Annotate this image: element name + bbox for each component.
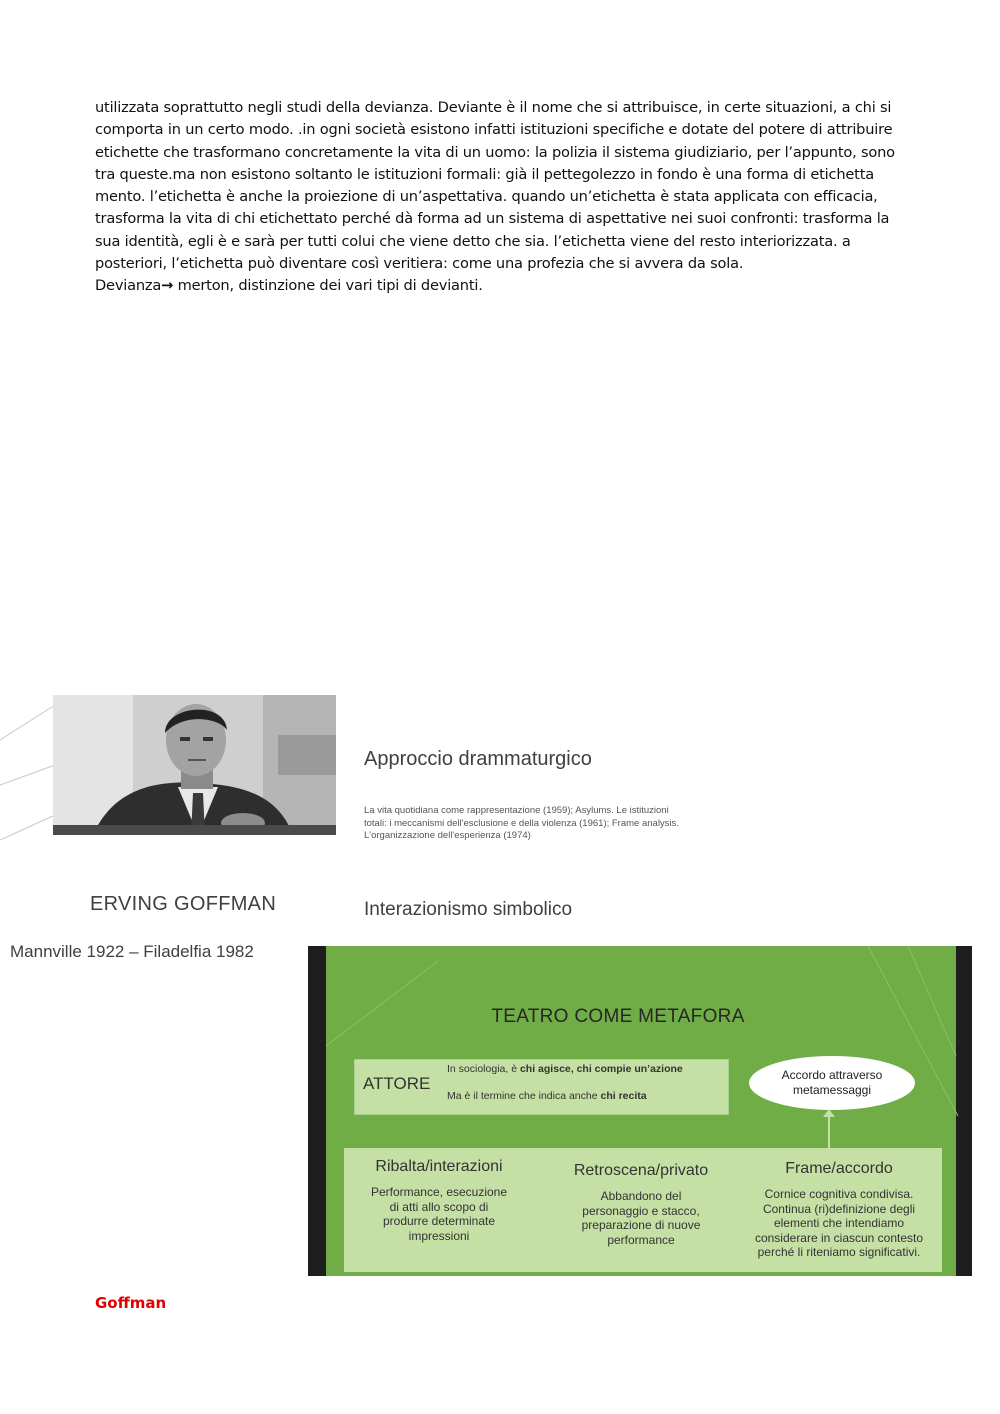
body-paragraph: utilizzata soprattutto negli studi della devianza. Deviante è il nome che si attribuisce, in certe situazioni, a chi si comporta in un certo modo. .in ogni società esistono infatti istituzioni specifiche e dotate del potere di attribuire etichette che trasformano concretamente la vita di un uomo: la polizia il sistema giudiziario, per l’appunto, sono tra queste.ma non esistono soltanto le istituzioni formali: già il pettegolezzo in fondo è una forma di etichetta mento. l’etichetta è anche la proiezione di un’aspettativa. quando un’etichetta è stata applicata con efficacia, trasforma la vita di chi etichettato perché dà forma ad un sistema di aspettative nei suoi confronti: trasforma la sua identità, egli è e sarà per tutti colui che viene detto che sia. l’etichetta viene del resto interiorizzata. a posteriori, l’etichetta può diventare così veritiera: come una profezia che si avvera da sola. <box>95 99 895 273</box>
slide-decoration-lines <box>0 690 60 850</box>
devianza-line <box>95 275 905 297</box>
section-title: Interazionismo simbolico <box>364 899 573 920</box>
column-retroscena <box>551 1162 731 1247</box>
column-description <box>551 1189 731 1247</box>
desc-line: performance <box>607 1232 675 1247</box>
connector-line <box>828 1112 830 1148</box>
attore-line1-text: In sociologia, è <box>447 1063 520 1075</box>
attore-box <box>354 1059 729 1115</box>
document-body <box>95 97 905 298</box>
column-title: Frame/accordo <box>785 1160 893 1177</box>
desc-line: produrre determinate <box>382 1214 496 1228</box>
desc-line: preparazione di nuove <box>581 1218 701 1232</box>
arrow-up-icon <box>823 1109 835 1117</box>
column-ribalta <box>349 1158 529 1243</box>
column-frame <box>739 1160 939 1260</box>
desc-line: di atti allo scopo di <box>389 1199 489 1214</box>
attore-recita-line <box>447 1090 647 1102</box>
teatro-diagram <box>308 946 972 1276</box>
slide-title: Approccio drammaturgico <box>364 748 592 770</box>
desc-line: elementi che intendiamo <box>773 1216 905 1230</box>
column-description <box>739 1187 939 1260</box>
concepts-box <box>344 1148 942 1272</box>
slide-works-list: La vita quotidiana come rappresentazione (1959); Asylums. Le istituzioni totali: i meccanismi dell'esclusione e della violenza (1961); Frame analysis. L'organizzazione dell'esperienza (1974) <box>364 805 679 841</box>
attore-line2-text: Ma è il termine che indica anche <box>447 1090 601 1102</box>
attore-line1-bold: chi agisce, chi compie un’azione <box>519 1063 683 1075</box>
person-dates: Mannville 1922 – Filadelfia 1982 <box>10 942 254 961</box>
desc-line: Cornice cognitiva condivisa. <box>764 1187 914 1201</box>
desc-line: personaggio e stacco, <box>582 1203 700 1218</box>
desc-line: Performance, esecuzione <box>370 1185 508 1199</box>
attore-label: ATTORE <box>363 1074 431 1093</box>
attore-line2-bold: chi recita <box>600 1090 647 1102</box>
diagram-title: TEATRO COME METAFORA <box>491 1006 745 1027</box>
arrow-right-icon: → <box>161 277 174 295</box>
desc-line: Abbandono del <box>600 1189 682 1203</box>
desc-line: Continua (ri)definizione degli <box>762 1201 916 1216</box>
ellipse-line-1: Accordo attraverso <box>781 1068 883 1082</box>
devianza-word: Devianza <box>95 277 162 295</box>
person-name: ERVING GOFFMAN <box>90 893 277 915</box>
figure-caption: Goffman <box>95 1294 167 1312</box>
devianza-rest: merton, distinzione dei vari tipi di devianti. <box>173 277 483 295</box>
desc-line: perché li riteniamo significativi. <box>757 1245 921 1259</box>
goffman-portrait-photo <box>53 695 336 835</box>
accordo-ellipse <box>749 1056 915 1110</box>
desc-line: impressioni <box>408 1228 470 1243</box>
column-title: Retroscena/privato <box>573 1162 709 1179</box>
ellipse-line-2: metamessaggi <box>792 1083 872 1097</box>
desc-line: considerare in ciascun contesto <box>754 1230 924 1245</box>
column-title: Ribalta/interazioni <box>375 1158 503 1175</box>
attore-definition-line <box>447 1063 683 1075</box>
column-description <box>349 1185 529 1243</box>
